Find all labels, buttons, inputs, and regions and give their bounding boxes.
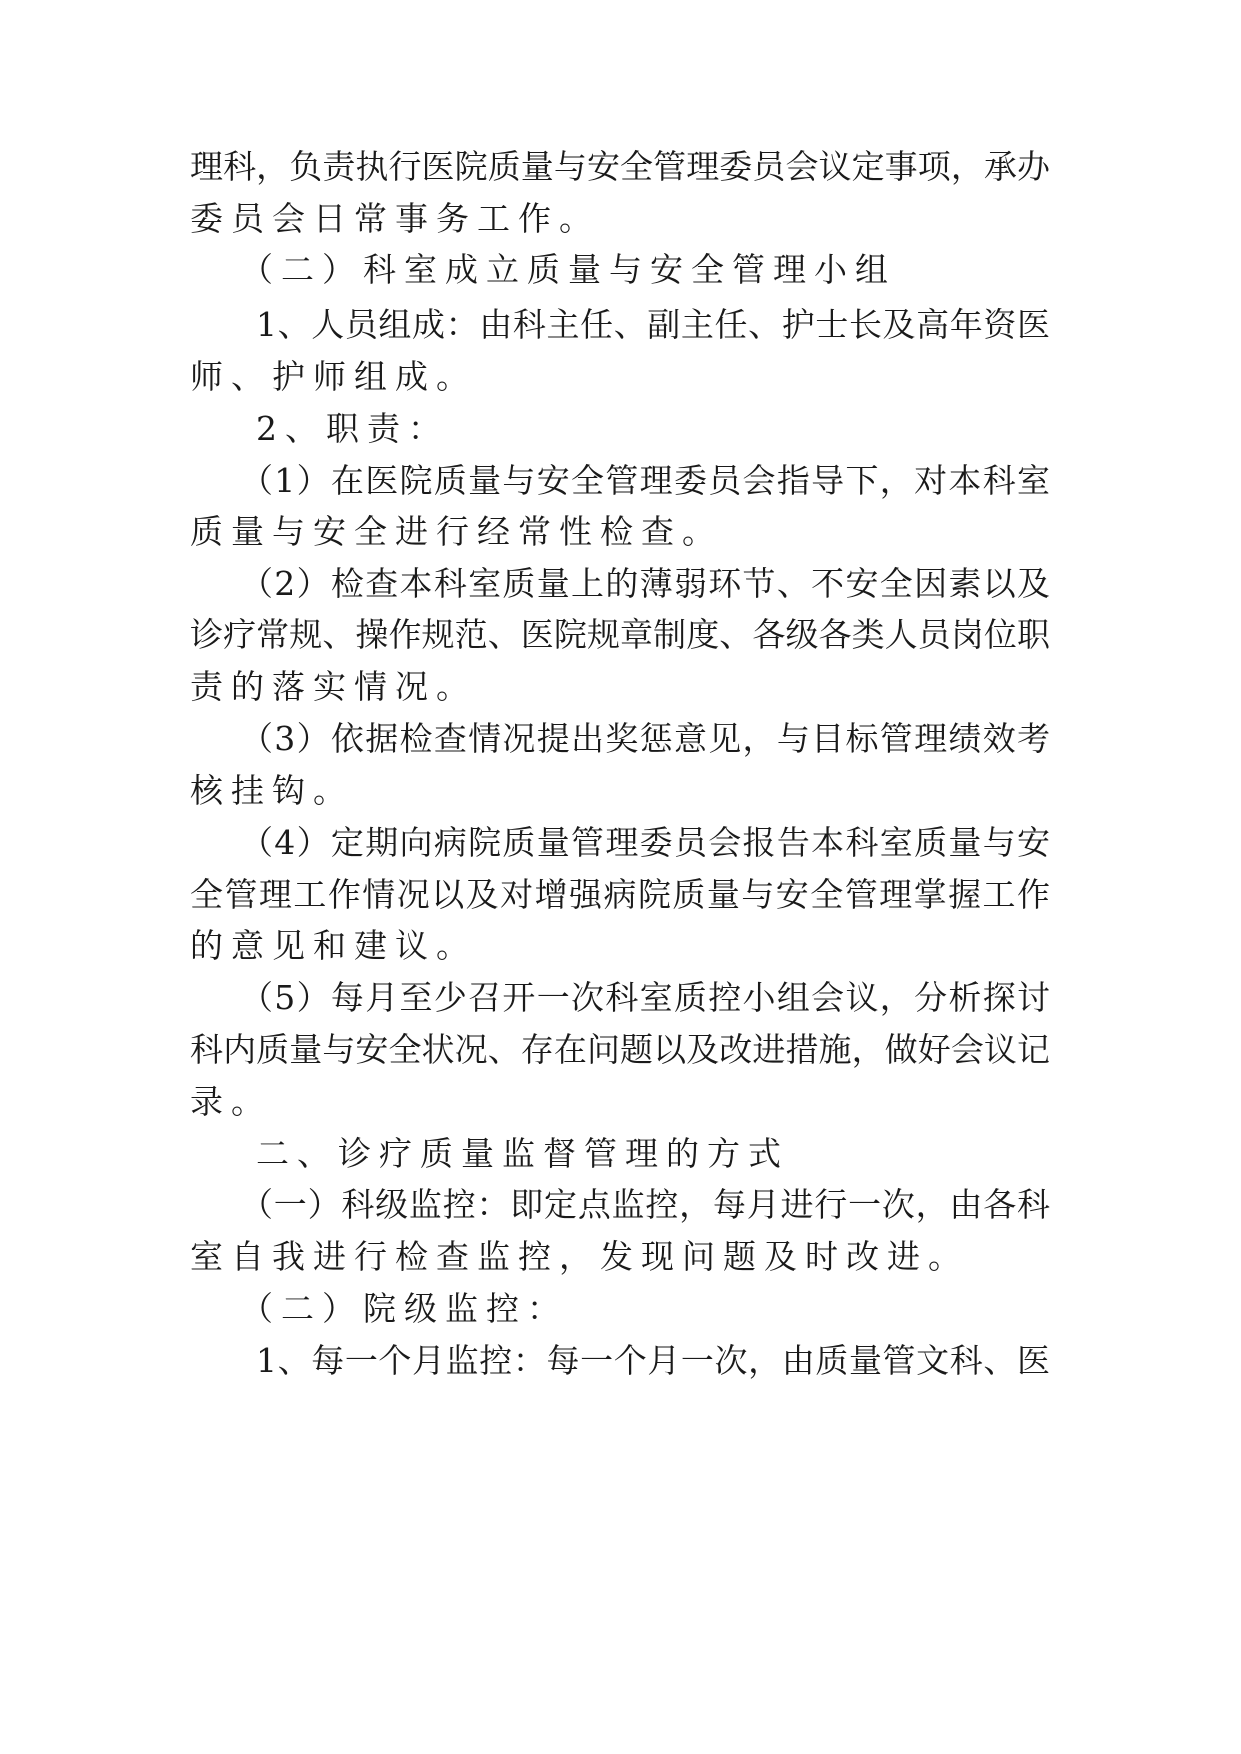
text-line: 理科，负责执行医院质量与安全管理委员会议定事项，承办 xyxy=(190,147,1050,186)
text-line: 核挂钩。 xyxy=(190,771,354,810)
text-line: 全管理工作情况以及对增强病院质量与安全管理掌握工作 xyxy=(190,875,1050,914)
text-line: 责的落实情况。 xyxy=(190,667,477,706)
text-line: （5）每月至少召开一次科室质控小组会议，分析探讨 xyxy=(240,978,1050,1017)
text-line: （3）依据检查情况提出奖惩意见，与目标管理绩效考 xyxy=(240,719,1050,758)
section-heading: 二、诊疗质量监督管理的方式 xyxy=(256,1134,789,1173)
text-line: 录。 xyxy=(190,1082,272,1121)
text-line: 1、每一个月监控：每一个月一次，由质量管文科、医 xyxy=(256,1341,1050,1380)
text-line: 1、人员组成：由科主任、副主任、护士长及高年资医 xyxy=(256,305,1050,344)
text-line: （2）检查本科室质量上的薄弱环节、不安全因素以及 xyxy=(240,564,1050,603)
text-line: 诊疗常规、操作规范、医院规章制度、各级各类人员岗位职 xyxy=(190,615,1050,654)
text-line: 委员会日常事务工作。 xyxy=(190,199,600,238)
text-line: 科内质量与安全状况、存在问题以及改进措施，做好会议记 xyxy=(190,1030,1050,1069)
text-line: （4）定期向病院质量管理委员会报告本科室质量与安 xyxy=(240,823,1050,862)
text-line: （一）科级监控：即定点监控，每月进行一次，由各科 xyxy=(240,1185,1050,1224)
text-line: 师、护师组成。 xyxy=(190,357,477,396)
text-line: 的意见和建议。 xyxy=(190,926,477,965)
section-heading: （二）科室成立质量与安全管理小组 xyxy=(240,250,896,289)
subsection-heading: （二）院级监控： xyxy=(240,1289,568,1328)
text-line: （1）在医院质量与安全管理委员会指导下，对本科室 xyxy=(240,461,1050,500)
text-line: 室自我进行检查监控，发现问题及时改进。 xyxy=(190,1237,969,1276)
text-line: 质量与安全进行经常性检查。 xyxy=(190,512,723,551)
text-line: 2、职责： xyxy=(256,409,449,448)
